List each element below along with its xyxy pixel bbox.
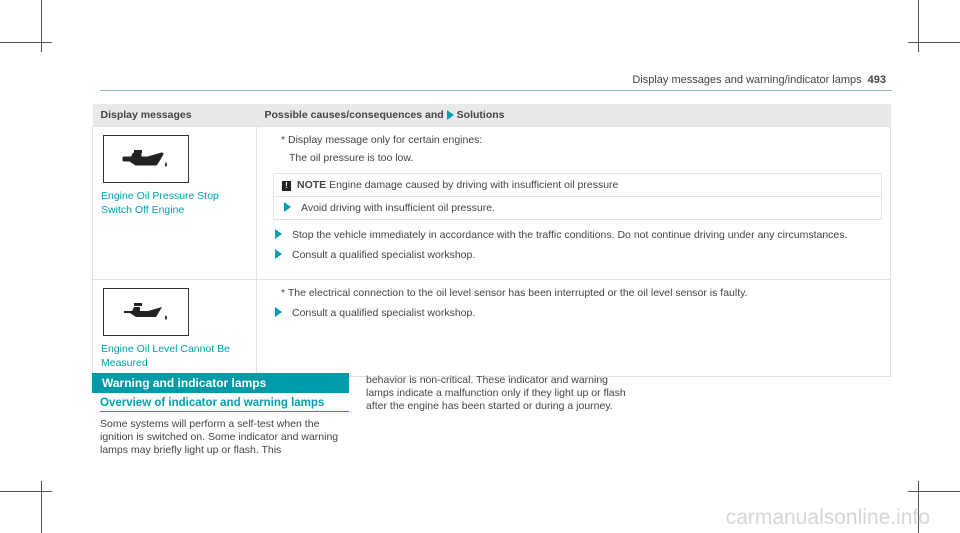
crop-mark — [908, 491, 960, 492]
solution-cell — [257, 280, 891, 377]
solution-step — [273, 248, 882, 262]
note-row — [274, 174, 881, 197]
table-row — [93, 280, 891, 377]
subsection-heading: Overview of indicator and warning lamps — [100, 397, 349, 412]
note-box — [273, 173, 882, 220]
note-row — [274, 197, 881, 219]
arrow-right-icon — [275, 307, 282, 317]
crop-mark — [41, 0, 42, 52]
message-cell — [93, 280, 257, 377]
note-label: NOTE — [297, 179, 327, 191]
running-header — [632, 74, 886, 86]
oil-can-icon — [103, 135, 189, 183]
solution-step-text: Consult a qualified specialist workshop. — [292, 307, 476, 319]
header-title: Display messages and warning/indicator lamps — [632, 74, 862, 86]
crop-mark — [0, 491, 52, 492]
watermark: carmanualsonline.info — [725, 506, 930, 529]
body-paragraph: behavior is non-critical. These indicator and warning lamps indicate a malfunction only if they light up or flash after the engine has been started or during a journey. — [366, 374, 626, 412]
col-header-causes — [257, 104, 891, 127]
page-number: 493 — [867, 74, 886, 86]
display-message-text: Engine Oil Pressure Stop Switch Off Engine — [101, 190, 219, 216]
body-paragraph: Some systems will perform a self-test when the ignition is switched on. Some indicator and warning lamps may briefly light up or flash. This — [100, 418, 339, 456]
warning-icon: ! — [282, 181, 291, 191]
solution-step-text: Stop the vehicle immediately in accordance with the traffic conditions. Do not continue driving under any circumstances. — [292, 229, 848, 241]
solution-step — [273, 306, 882, 320]
message-cell — [93, 127, 257, 280]
col-header-display: Display messages — [93, 104, 257, 127]
cause-text: The oil pressure is too low. — [289, 152, 414, 164]
note-text: Engine damage caused by driving with insufficient oil pressure — [329, 179, 619, 191]
solution-step — [273, 228, 882, 242]
display-messages-table — [92, 104, 891, 377]
crop-mark — [41, 481, 42, 533]
cause-text: * The electrical connection to the oil level sensor has been interrupted or the oil level sensor is faulty. — [281, 287, 748, 299]
col-header-solutions-text: Solutions — [456, 109, 505, 121]
crop-mark — [0, 42, 52, 43]
arrow-right-icon — [284, 202, 291, 212]
crop-mark — [918, 0, 919, 52]
header-rule — [100, 90, 892, 91]
table-header-row — [93, 104, 891, 127]
arrow-right-icon — [275, 249, 282, 259]
oil-can-icon — [103, 288, 189, 336]
note-bullet-text: Avoid driving with insufficient oil pressure. — [301, 202, 495, 214]
section-title: Warning and indicator lamps — [102, 376, 267, 390]
arrow-right-icon — [275, 229, 282, 239]
solution-step-text: Consult a qualified specialist workshop. — [292, 249, 476, 261]
table-row — [93, 127, 891, 280]
section-heading — [92, 373, 349, 393]
col-header-causes-text: Possible causes/consequences and — [264, 109, 444, 121]
arrow-right-icon — [447, 110, 454, 120]
solution-cell — [257, 127, 891, 280]
cause-text: * Display message only for certain engines: — [281, 134, 483, 146]
display-message-text: Engine Oil Level Cannot Be Measured — [101, 343, 230, 369]
crop-mark — [908, 42, 960, 43]
